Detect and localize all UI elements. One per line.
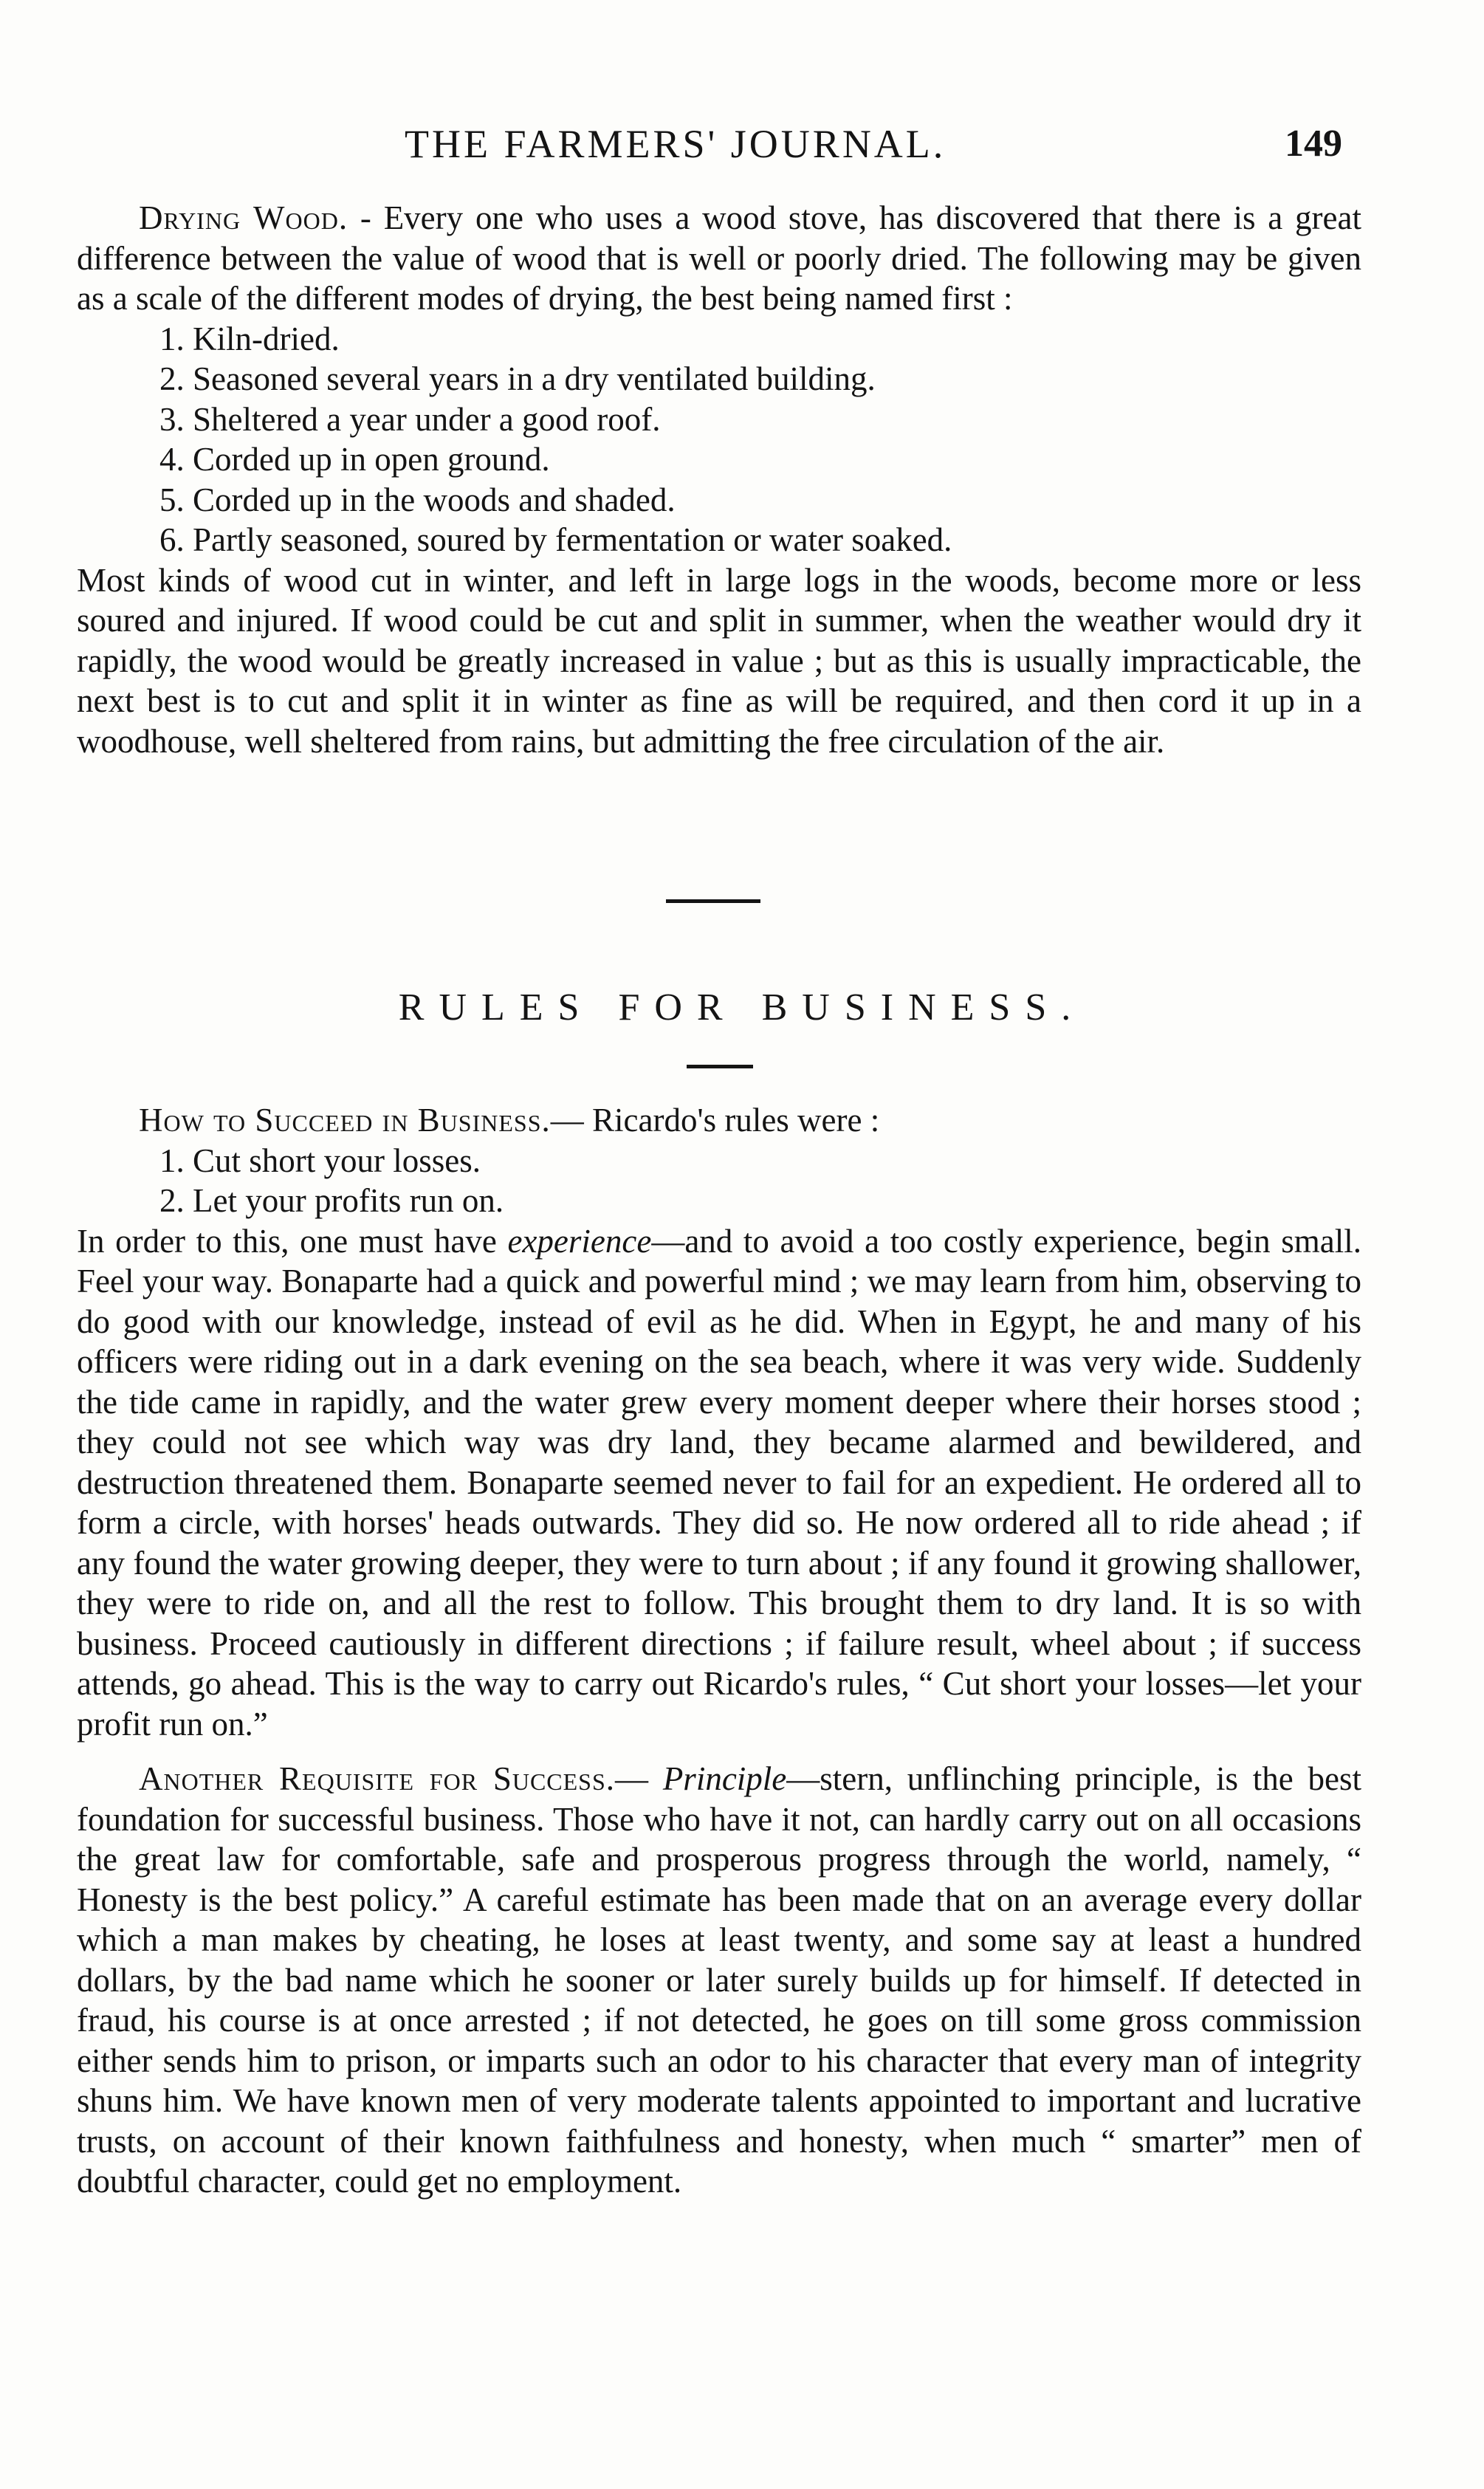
drying-wood-conclusion: Most kinds of wood cut in winter, and left in large logs in the woods, become more or less soured and injured. If wood could be cut and split in summer, when the weather would dry it rapidly, the wood would be greatly increased in value ; but as this is usually impracticable, the next best is to cut and split it in winter as fine as will be required, and then cord it up in a woodhouse, well sheltered from rains, but admitting the free circulation of the air. — [77, 561, 1361, 760]
requisite-heading: Another Requisite for Success. — [139, 1760, 616, 1797]
list-item: 3. Sheltered a year under a good roof. — [159, 400, 661, 438]
list-item: 2. Seasoned several years in a dry ventilated building. — [159, 360, 876, 397]
list-item: 1. Cut short your losses. — [159, 1141, 481, 1179]
business-article — [77, 1100, 1361, 2202]
list-item: 1. Kiln-dried. — [159, 320, 340, 357]
section-title: RULES FOR BUSINESS. — [398, 986, 1086, 1029]
paragraph-text: —stern, unflinching principle, is the best foundation for successful business. Those who have it not, can hardly carry out on all occasions the great law for comfortable, safe and prosperous progress through the world, namely, “ Honesty is the best policy.” A careful estimate has been made that on an average every dollar which a man makes by cheating, he loses at least twenty, and some say at least a hundred dollars, by the bad name which he sooner or later surely builds up for himself. If detected in fraud, his course is at once arrested ; if not detected, he goes on till some gross commission either sends him to prison, or imparts such an odor to his character that every man of integrity shuns him. We have known men of very moderate talents appointed to important and lucrative trusts, on account of their known faithfulness and honesty, when much “ smarter” men of doubtful character, could get no employment. — [77, 1760, 1362, 2200]
succeed-intro-text: — Ricardo's rules were : — [550, 1102, 880, 1139]
emphasis-text: experience — [507, 1222, 652, 1260]
paragraph-text: —and to avoid a too costly experience, begin small. Feel your way. Bonaparte had a quick and powerful mind ; we may learn from him, observing to do good with our knowledge, instead of evil as he did. When in Egypt, he and many of his officers were riding out in a dark evening on the sea beach, where it was very wide. Suddenly the tide came in rapidly, and the water grew every moment deeper where their horses stood ; they could not see which way was dry land, they became alarmed and bewildered, and destruction threatened them. Bonaparte seemed never to fail for an expedient. He ordered all to form a circle, with horses' heads outwards. They did so. He now ordered all to ride ahead ; if any found the water growing deeper, they were to turn about ; if any found it growing shallower, they were to ride on, and all the rest to follow. This brought them to dry land. It is so with business. Proceed cautiously in different directions ; if failure result, wheel about ; if success attends, go ahead. This is the way to carry out Ricardo's rules, “ Cut short your losses—let your profit run on.” — [77, 1222, 1361, 1743]
list-item: 6. Partly seasoned, soured by fermentation or water soaked. — [159, 521, 952, 558]
list-item: 5. Corded up in the woods and shaded. — [159, 481, 676, 518]
dash-text: — — [615, 1760, 663, 1797]
ricardo-rules-list — [77, 1141, 1361, 1221]
heading-underline — [687, 1065, 753, 1068]
page-number: 149 — [1285, 123, 1342, 165]
drying-wood-heading: Drying Wood. — [139, 199, 348, 236]
succeed-heading: How to Succeed in Business. — [139, 1102, 551, 1139]
requisite-paragraph — [77, 1759, 1361, 2202]
section-divider — [666, 899, 760, 903]
paragraph-text: In order to this, one must have — [77, 1222, 508, 1260]
drying-modes-list — [77, 319, 1361, 560]
drying-wood-article — [77, 198, 1361, 761]
drying-wood-intro — [77, 198, 1361, 319]
running-head — [0, 118, 1484, 170]
succeed-paragraph — [77, 1221, 1361, 1745]
list-item: 4. Corded up in open ground. — [159, 441, 550, 478]
succeed-intro — [77, 1100, 1361, 1141]
drying-wood-intro-text: - Every one who uses a wood stove, has discovered that there is a great difference between the value of wood that is well or poorly dried. The following may be given as a scale of the different modes of drying, the best being named first : — [77, 199, 1361, 317]
journal-title: THE FARMERS' JOURNAL. — [405, 122, 947, 166]
emphasis-text: Principle — [662, 1760, 787, 1797]
list-item: 2. Let your profits run on. — [159, 1182, 504, 1219]
